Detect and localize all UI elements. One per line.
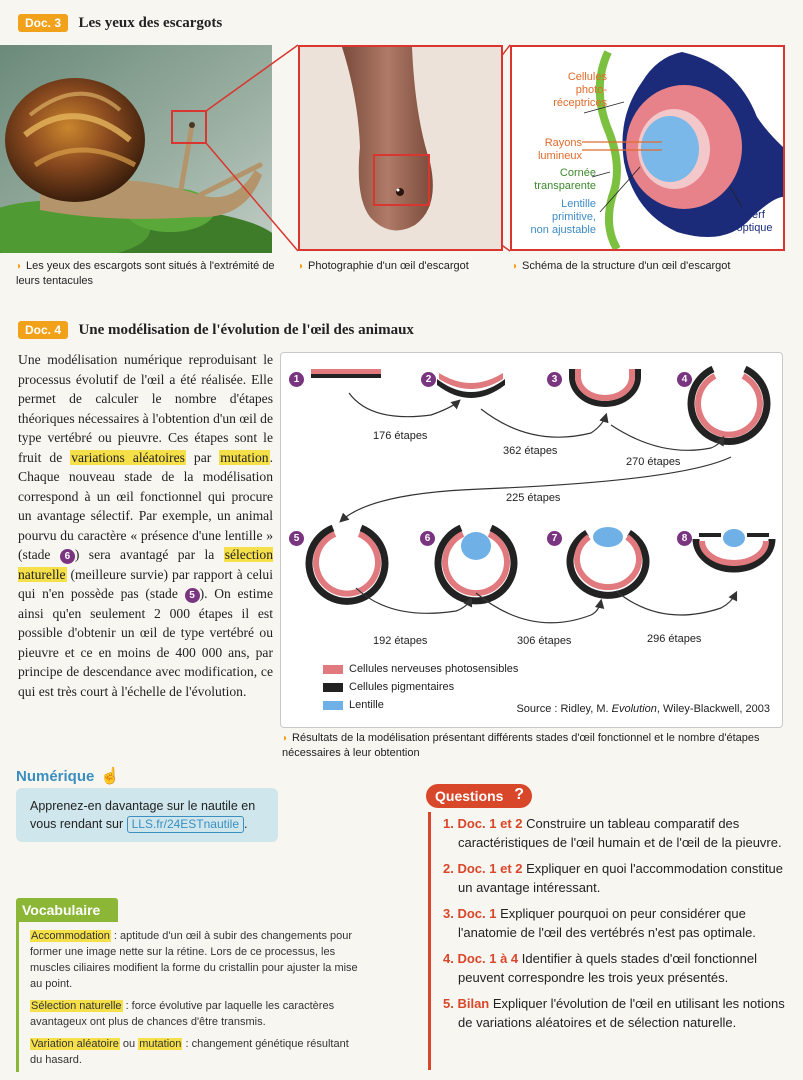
question-1: 1. Doc. 1 et 2 Construire un tableau comparatif des caractéristiques de l'œil humain et de l'œil de la pieuvre. [443, 816, 782, 850]
legend-item-photosensible: Cellules nerveuses photosensibles [323, 661, 518, 677]
vocabulaire-title: Vocabulaire [22, 902, 101, 918]
questions-title: Questions [435, 788, 504, 804]
legend-swatch-red [323, 665, 343, 674]
step-label-5: 192 étapes [373, 635, 428, 647]
vocab-entry-variation: Variation aléatoire ou mutation : changement génétique résultant du hasard. [30, 1038, 349, 1066]
legend-swatch-blue [323, 701, 343, 710]
vocabulaire-bar [16, 922, 19, 1072]
vocab-entry-accommodation: Accommodation : aptitude d'un œil à subir des changements pour former une image nette sur la rétine. Lors de ce processus, les muscles ciliaires modifient la forme du cristallin pour ajuster la mise au point. [30, 930, 358, 990]
vocabulaire-tab [16, 898, 118, 922]
doc4-paragraph: Une modélisation numérique reproduisant le processus évolutif de l'œil a été réalisée. Elle permet de calculer le nombre d'étapes théoriques nécessaires à l'obtention d'un œil de type vertébré ou pieuvre. Ces étapes sont le fruit de variations aléatoires par mutation. Chaque nouveau stade de la modélisation correspond à un œil fonctionnel qui procure un avantage sélectif. Par exemple, un animal pourvu du caractère « présence d'une lentille » (stade 6 ) sera avantagé par la sélection naturelle (meilleure survie) par rapport à celui qui n'en possède pas (stade 5 ). On estime ainsi qu'en seulement 2 000 étapes il est possible d'obtenir un œil de type vertébré ou pieuvre et ce en moins de 400 000 ans, par principe de descendance avec modification, ce qui est très court à l'échelle de l'évolution. [18, 352, 274, 699]
step-label-1: 176 étapes [373, 430, 428, 442]
lentille-shape [641, 116, 699, 182]
stage-badge-5: 5 [289, 531, 304, 546]
stage-badge-1: 1 [289, 372, 304, 387]
stage-badge-8: 8 [677, 531, 692, 546]
step-label-6: 306 étapes [517, 635, 572, 647]
evolution-diagram [280, 352, 783, 728]
stage-ref-6: 6 [60, 549, 75, 564]
eye-stage-3 [569, 369, 641, 407]
step-label-7: 296 étapes [647, 633, 702, 645]
question-3: 3. Doc. 1 Expliquer pourquoi on peur considérer que l'anatomie de l'œil des vertébrés n'est pas optimale. [443, 906, 756, 940]
vocab-entry-selection: Sélection naturelle : force évolutive par laquelle les caractères avantageux ont plus de chances d'être transmis. [30, 1000, 335, 1028]
caption-eye-schema: ◗ Schéma de la structure d'un œil d'escargot [512, 260, 731, 272]
legend [323, 661, 518, 713]
questions-list [443, 814, 786, 1032]
caption-evolution: ◗ Résultats de la modélisation présentant différents stades d'œil fonctionnel et le nombre d'étapes nécessaires à leur obtention [282, 732, 760, 759]
eye-stage-7 [570, 527, 646, 595]
numerique-header [16, 766, 120, 786]
stage-badge-4: 4 [677, 372, 692, 387]
stage-badge-7: 7 [547, 531, 562, 546]
eye-stage-1 [311, 369, 381, 378]
numerique-box: Apprenez-en davantage sur le nautile en vous rendant sur LLS.fr/24ESTnautile . [16, 788, 278, 842]
vocabulaire-list [30, 928, 360, 1068]
numerique-title: Numérique [16, 767, 95, 785]
nautile-link[interactable]: LLS.fr/24ESTnautile [127, 816, 244, 833]
source-line: Source : Ridley, M. Evolution, Wiley-Blackwell, 2003 [516, 703, 770, 715]
questions-bar [428, 812, 431, 1070]
label-lentille: Lentille primitive, non ajustable [530, 198, 596, 236]
stage-badge-6: 6 [420, 531, 435, 546]
eye-stage-2 [437, 373, 505, 398]
eye-stage-4 [691, 369, 767, 441]
label-cornee: Cornée transparente [534, 167, 596, 192]
legend-item-pigmentaires: Cellules pigmentaires [323, 679, 518, 695]
questions-header [426, 784, 532, 808]
doc3-badge: Doc. 3 [18, 14, 68, 32]
eye-photo [298, 45, 503, 251]
caption-eye-photo: ◗ Photographie d'un œil d'escargot [298, 260, 469, 272]
eye-stage-6 [438, 528, 514, 601]
label-rayons: Rayons lumineux [537, 137, 582, 162]
doc3-title: Les yeux des escargots [78, 15, 223, 31]
stage-ref-5: 5 [185, 588, 200, 603]
eye-stage-5 [309, 528, 385, 601]
doc4-header [18, 321, 414, 339]
tap-icon: ☝ [100, 768, 121, 785]
question-mark-icon: ? [514, 786, 524, 803]
label-cellules: Cellules photo- réceptrices [553, 71, 607, 109]
legend-swatch-black [323, 683, 343, 692]
eye-stage-8 [696, 529, 772, 569]
caption-snail: ◗ Les yeux des escargots sont situés à l'extrémité de leurs tentacules [16, 260, 275, 287]
eye-schema [510, 45, 785, 251]
stage-badge-2: 2 [421, 372, 436, 387]
label-nerf: Nerf optique [736, 209, 773, 234]
stage-badge-3: 3 [547, 372, 562, 387]
step-label-3: 270 étapes [626, 456, 681, 468]
doc4-badge: Doc. 4 [18, 321, 68, 339]
question-5: 5. Bilan Expliquer l'évolution de l'œil en utilisant les notions de variations aléatoires et de sélection naturelle. [443, 996, 785, 1030]
legend-item-lentille: Lentille [323, 697, 518, 713]
step-label-2: 362 étapes [503, 445, 558, 457]
question-4: 4. Doc. 1 à 4 Identifier à quels stades d'œil fonctionnel peuvent correspondre les trois yeux présentés. [443, 951, 757, 985]
question-2: 2. Doc. 1 et 2 Expliquer en quoi l'accommodation constitue un avantage intéressant. [443, 861, 783, 895]
doc4-title: Une modélisation de l'évolution de l'œil des animaux [78, 322, 414, 338]
step-label-4: 225 étapes [506, 492, 561, 504]
